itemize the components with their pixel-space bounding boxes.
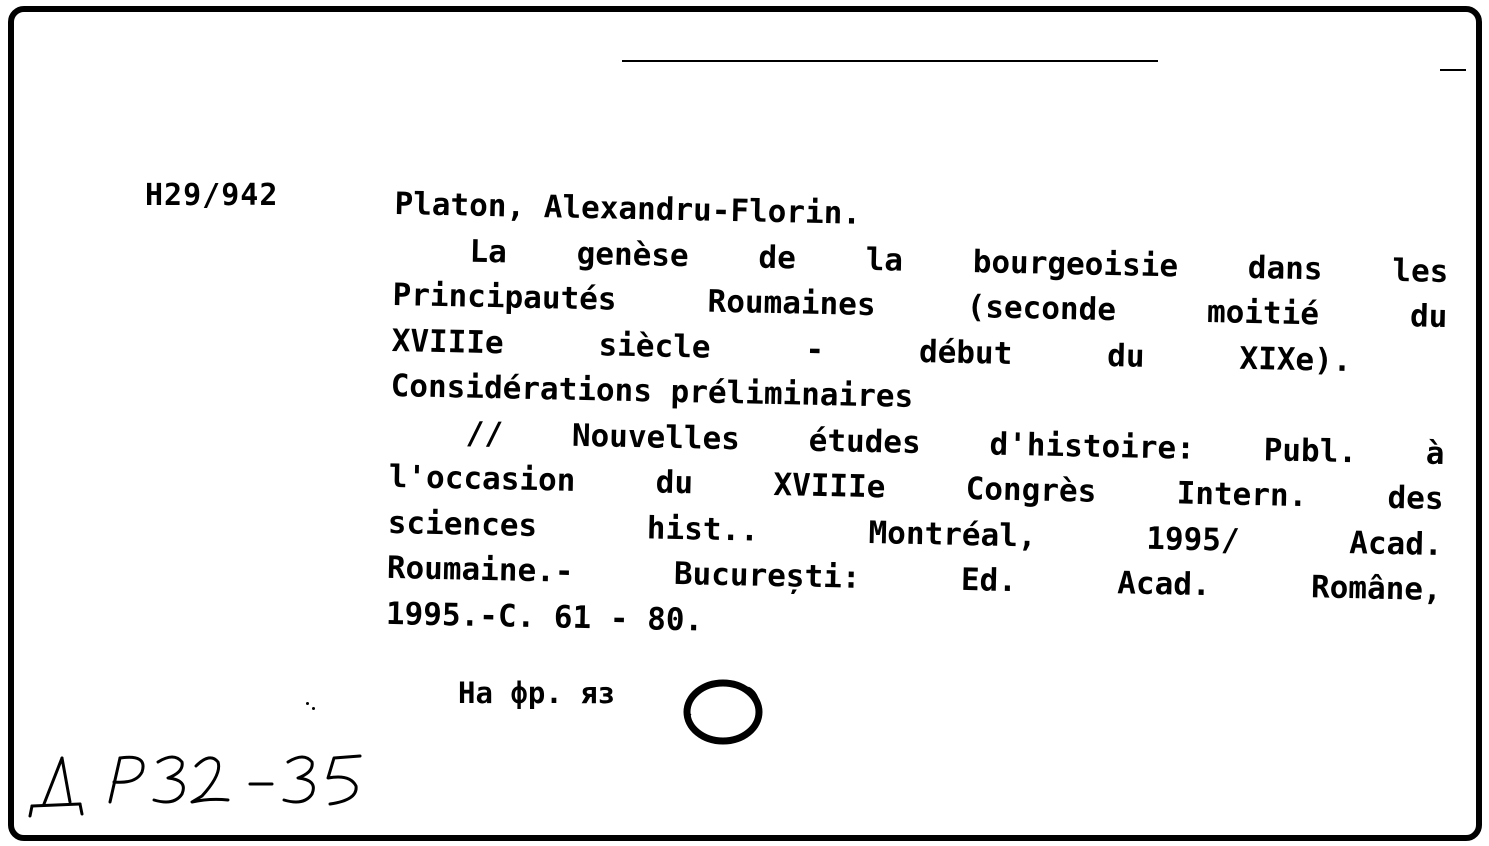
source-line: 1995.-C. 61 - 80. bbox=[385, 595, 704, 639]
author-heading: Platon, Alexandru-Florin. bbox=[394, 185, 862, 232]
ink-ring-stamp bbox=[678, 676, 768, 748]
call-number: H29/942 bbox=[145, 178, 279, 213]
handwritten-shelf-mark bbox=[24, 744, 374, 824]
top-rule-right bbox=[1440, 69, 1466, 71]
source-line: // Nouvelles études d'histoire: Publ. à bbox=[465, 415, 1445, 472]
title-line: La genèse de la bourgeoisie dans les bbox=[469, 233, 1449, 290]
top-rule-left bbox=[622, 60, 1158, 62]
source-line: Roumaine.- București: Ed. Acad. Române, bbox=[386, 549, 1443, 609]
source-line: l'occasion du XVIIIe Congrès Intern. des bbox=[388, 458, 1444, 518]
title-line: XVIIIe siècle - début du XIXe). bbox=[391, 322, 1352, 379]
title-line: Principautés Roumaines (seconde moitié du bbox=[392, 276, 1448, 336]
source-line: sciences hist.. Montréal, 1995/ Acad. bbox=[387, 504, 1444, 563]
title-line: Considérations préliminaires bbox=[390, 367, 914, 415]
paper-speck bbox=[312, 707, 315, 710]
bibliographic-entry bbox=[385, 182, 1449, 659]
language-note: На фр. яз bbox=[458, 676, 616, 710]
paper-speck bbox=[306, 702, 309, 705]
